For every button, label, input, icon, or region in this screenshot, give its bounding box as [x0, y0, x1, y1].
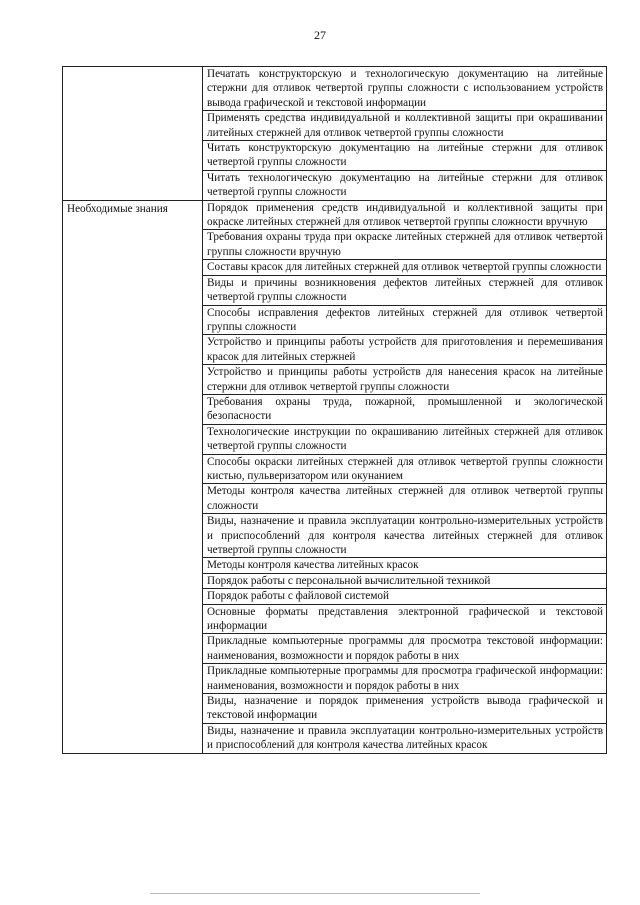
requirement-item: Виды, назначение и правила эксплуатации контрольно-измерительных устройств и приспособлений для контроля качества литейных стержней для отливок четвертой группы сложности	[203, 514, 607, 558]
requirement-item: Виды и причины возникновения дефектов литейных стержней для отливок четвертой группы сложности	[203, 275, 607, 305]
requirement-item: Методы контроля качества литейных стержней для отливок четвертой группы сложности	[203, 484, 607, 514]
requirement-item: Виды, назначение и правила эксплуатации контрольно-измерительных устройств и приспособлений для контроля качества литейных красок	[203, 723, 607, 753]
section-label	[67, 67, 199, 68]
requirement-item: Порядок применения средств индивидуальной и коллективной защиты при окраске литейных стержней для отливок четвертой группы сложности вручную	[203, 200, 607, 230]
requirement-item: Читать технологическую документацию на литейные стержни для отливок четвертой группы сложности	[203, 170, 607, 200]
requirement-item: Методы контроля качества литейных красок	[203, 558, 607, 573]
requirement-item: Прикладные компьютерные программы для просмотра текстовой информации: наименования, возможности и порядок работы в них	[203, 634, 607, 664]
requirement-item: Устройство и принципы работы устройств для нанесения красок на литейные стержни для отливок четвертой группы сложности	[203, 365, 607, 395]
table-row	[63, 67, 607, 111]
requirement-item: Способы исправления дефектов литейных стержней для отливок четвертой группы сложности	[203, 305, 607, 335]
requirement-item: Способы окраски литейных стержней для отливок четвертой группы сложности кистью, пульверизатором или окунанием	[203, 454, 607, 484]
requirement-item: Устройство и принципы работы устройств для приготовления и перемешивания красок для литейных стержней	[203, 335, 607, 365]
requirement-item: Прикладные компьютерные программы для просмотра графической информации: наименования, возможности и порядок работы в них	[203, 664, 607, 694]
section-label: Необходимые знания	[67, 202, 168, 215]
scan-edge-line	[150, 893, 480, 894]
requirement-item: Требования охраны труда, пожарной, промышленной и экологической безопасности	[203, 394, 607, 424]
knowledge-table	[62, 66, 607, 754]
requirement-item: Печатать конструкторскую и технологическую документацию на литейные стержни для отливок четвертой группы сложности с использованием устройств вывода графической и текстовой информации	[203, 67, 607, 111]
requirement-item: Виды, назначение и порядок применения устройств вывода графической и текстовой информации	[203, 694, 607, 724]
section-label-knowledge	[63, 200, 203, 753]
table-body	[63, 67, 607, 754]
table-row	[63, 200, 607, 230]
requirement-item: Применять средства индивидуальной и коллективной защиты при окрашивании литейных стержней для отливок четвертой группы сложности	[203, 111, 607, 141]
requirement-item: Требования охраны труда при окраске литейных стержней для отливок четвертой группы сложности вручную	[203, 230, 607, 260]
page-number: 27	[314, 28, 326, 42]
section-label-empty	[63, 67, 203, 201]
requirement-item: Читать конструкторскую документацию на литейные стержни для отливок четвертой группы сложности	[203, 141, 607, 171]
requirement-item: Порядок работы с персональной вычислительной техникой	[203, 573, 607, 588]
requirement-item: Составы красок для литейных стержней для отливок четвертой группы сложности	[203, 260, 607, 275]
requirement-item: Основные форматы представления электронной графической и текстовой информации	[203, 604, 607, 634]
requirement-item: Технологические инструкции по окрашиванию литейных стержней для отливок четвертой группы сложности	[203, 424, 607, 454]
requirement-item: Порядок работы с файловой системой	[203, 589, 607, 604]
